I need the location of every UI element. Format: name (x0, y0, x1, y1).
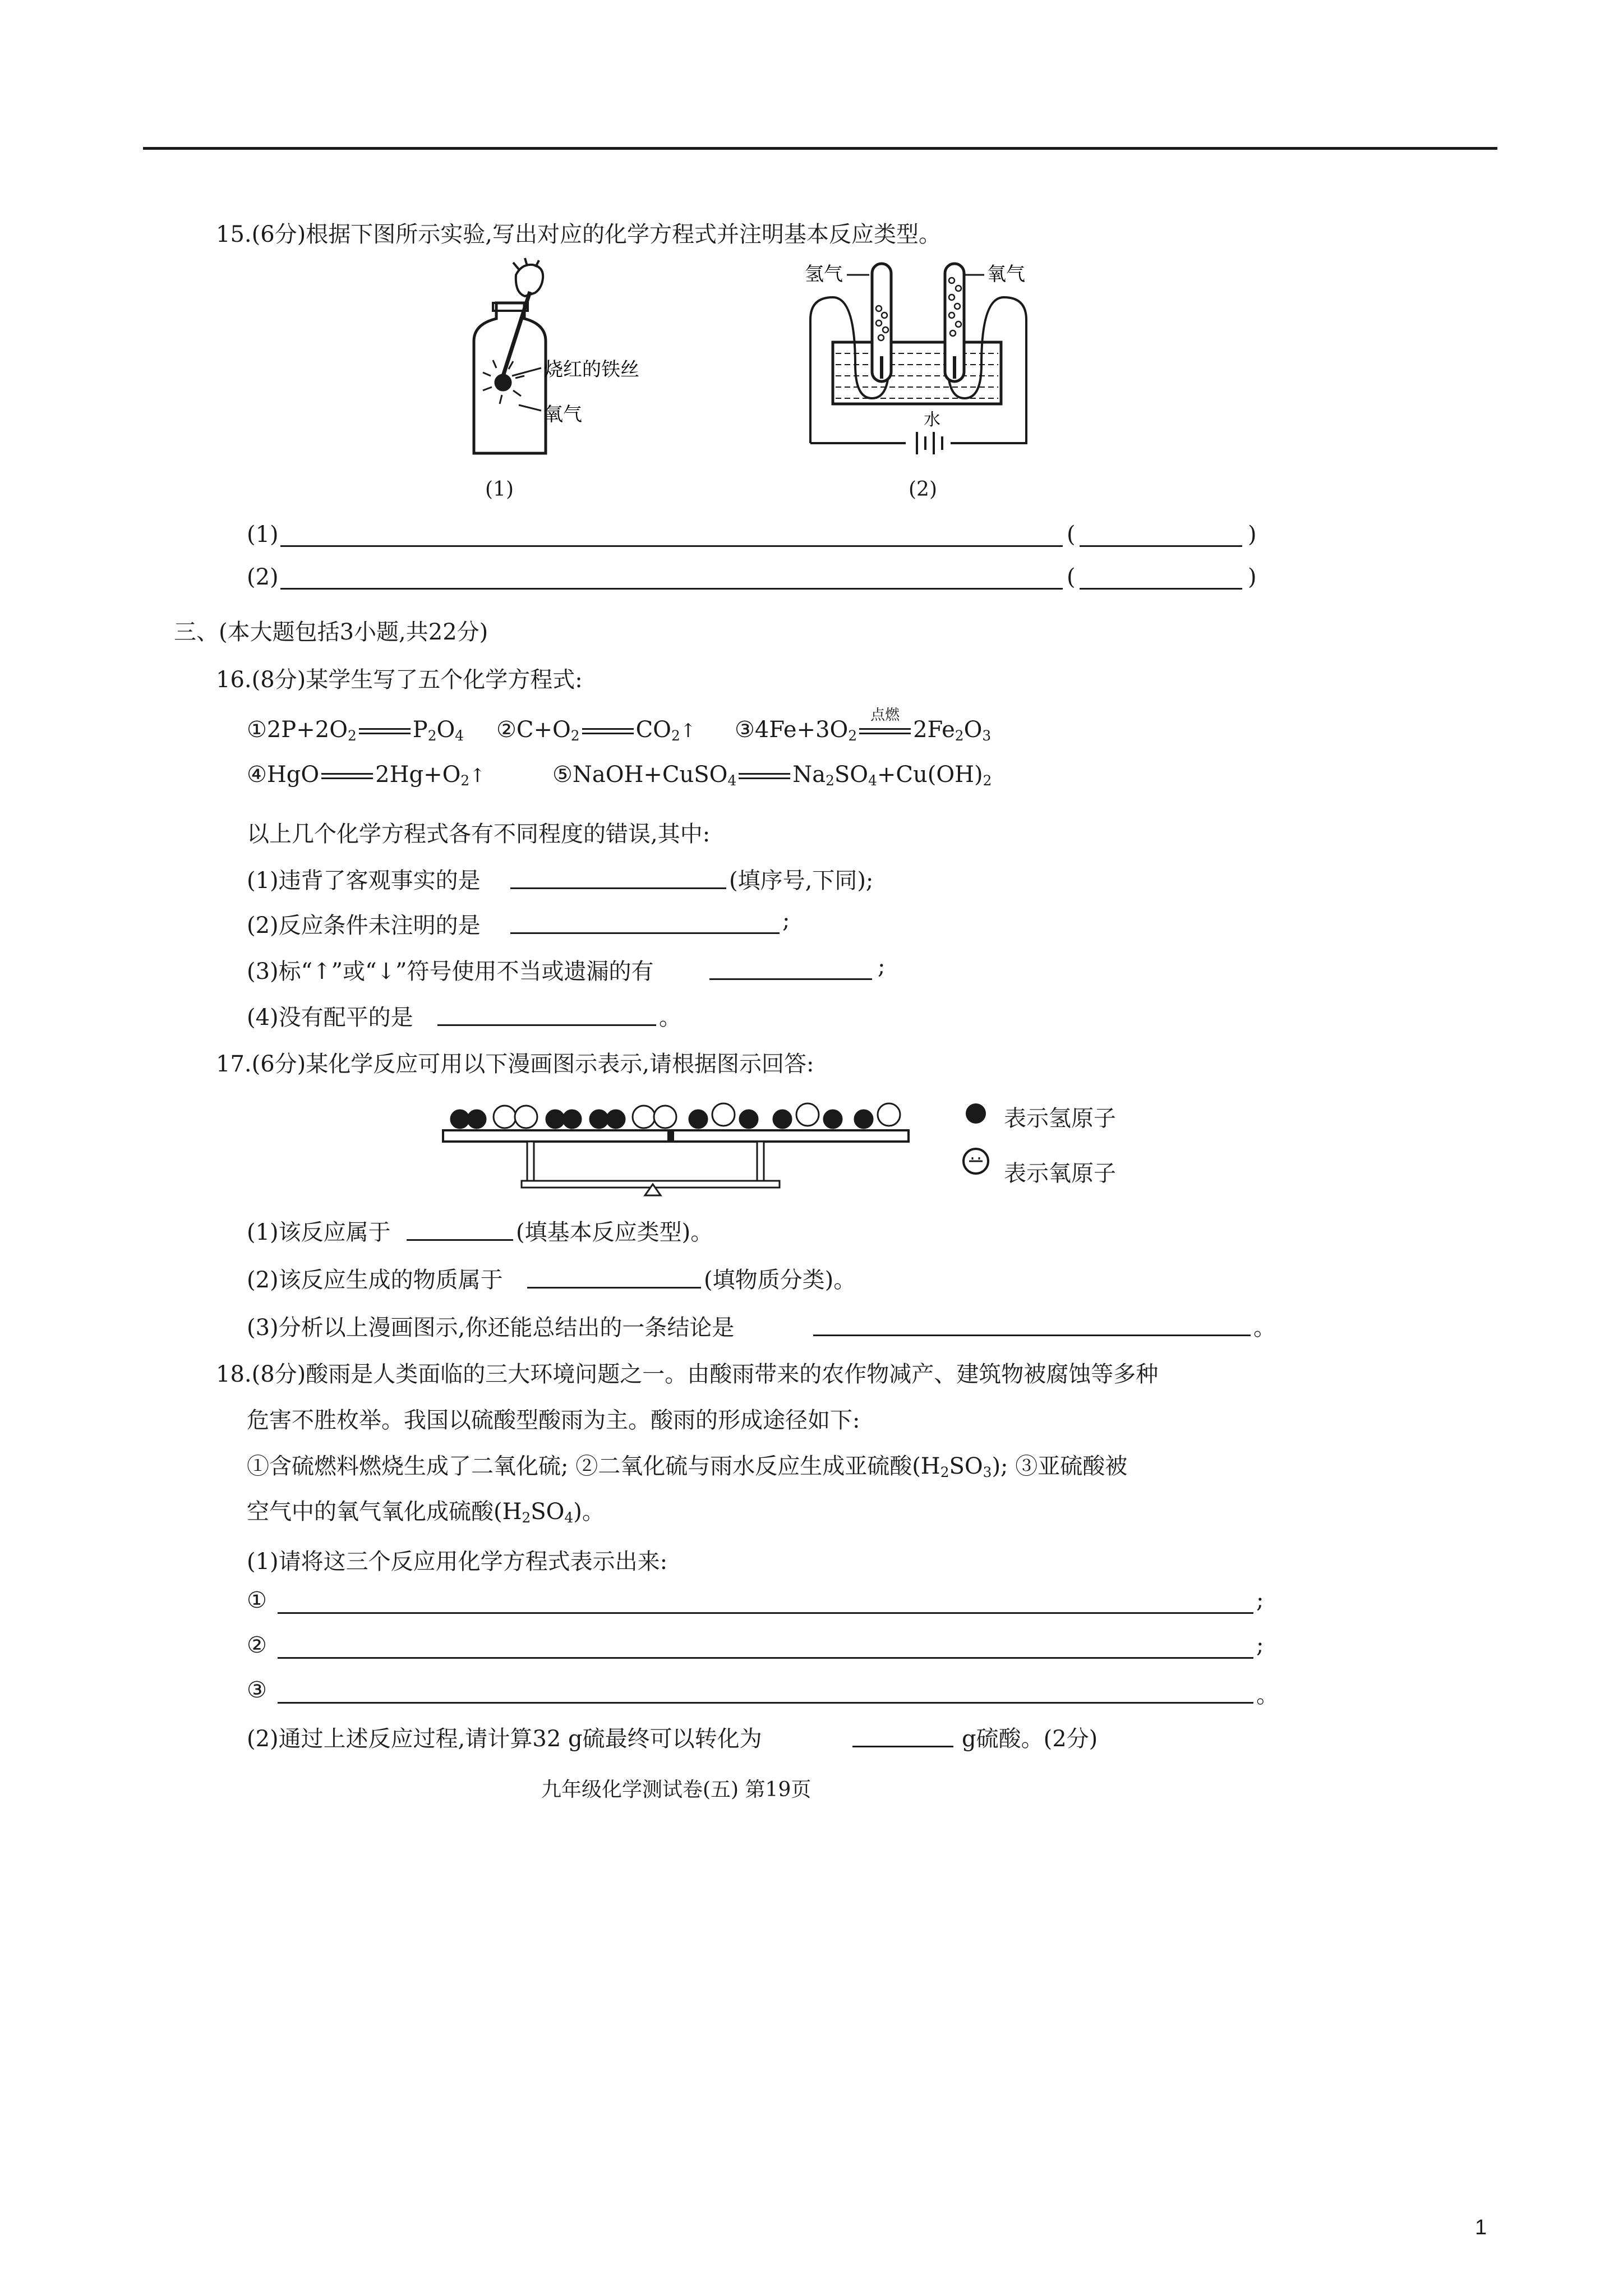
q15-type-blank-1[interactable] (1080, 545, 1242, 547)
q16-part4-blank[interactable] (437, 1024, 656, 1026)
figure-water-electrolysis (805, 258, 1063, 460)
q18-circle-2: ② (247, 1632, 267, 1658)
q16-equation-5: ⑤NaOH+CuSO$_4$ $Na_2SO_4+Cu(OH)_2$ (552, 762, 992, 789)
q17-part2-blank[interactable] (527, 1287, 701, 1289)
q15-answer-blank-1[interactable] (280, 545, 1063, 547)
top-rule (143, 147, 1497, 150)
q18-line-2: 危害不胜枚举。我国以硫酸型酸雨为主。酸雨的形成途径如下: (247, 1407, 860, 1433)
q18-part2-text: (2)通过上述反应过程,请计算32 g硫最终可以转化为 (247, 1726, 762, 1752)
q16-part1-text: (1)违背了客观事实的是 (247, 868, 481, 894)
q18-line-4: 空气中的氧气氧化成硫酸$(H_2SO_4)$。 (247, 1499, 605, 1526)
q15-blank2-prefix: (2) (247, 564, 279, 590)
q16-stem: 16.(8分)某学生写了五个化学方程式: (216, 667, 583, 693)
q17-part2-suffix: (填物质分类)。 (704, 1267, 856, 1293)
q15-blank1-prefix: (1) (247, 522, 279, 547)
q18-part2-suffix: g硫酸。(2分) (962, 1726, 1098, 1752)
q17-part3-blank[interactable] (813, 1335, 1251, 1336)
q18-end-3: 。 (1256, 1682, 1279, 1708)
q16-part3-blank[interactable] (709, 978, 872, 980)
q17-part3-text: (3)分析以上漫画图示,你还能总结出的一条结论是 (247, 1315, 735, 1341)
fig2-caption: (2) (909, 478, 937, 501)
q16-part1-suffix: (填序号,下同); (729, 868, 874, 894)
fig2-label-right: 氧气 (987, 263, 1025, 286)
fig1-label-wire: 烧红的铁丝 (544, 358, 639, 381)
q16-equation-3: $③4Fe+3O_2$ 点燃 $2Fe_2O_3$ (735, 717, 991, 744)
q17-part1-suffix: (填基本反应类型)。 (516, 1220, 713, 1245)
q16-eq3-condition: 点燃 (870, 707, 900, 724)
fig1-caption: (1) (485, 478, 514, 501)
q15-answer-blank-2[interactable] (280, 588, 1063, 590)
q15-paren-open-2: ( (1067, 564, 1076, 590)
q18-equation-blank-1[interactable] (278, 1612, 1253, 1614)
q18-end-1: ; (1256, 1588, 1264, 1613)
q18-end-2: ; (1256, 1632, 1264, 1658)
q16-part2-suffix: ; (782, 908, 790, 933)
q17-legend-hydrogen: 表示氢原子 (1004, 1106, 1116, 1131)
q18-part2-blank[interactable] (852, 1746, 953, 1747)
figure-reaction-balance (443, 1091, 1060, 1198)
fig2-label-water: 水 (924, 410, 940, 430)
q17-part1-blank[interactable] (407, 1239, 513, 1241)
q17-legend-oxygen: 表示氧原子 (1004, 1161, 1116, 1186)
q16-part2-blank[interactable] (510, 932, 780, 934)
q15-stem: 15.(6分)根据下图所示实验,写出对应的化学方程式并注明基本反应类型。 (216, 222, 941, 247)
q15-paren-open-1: ( (1067, 522, 1076, 547)
q15-paren-close-2: ) (1248, 564, 1257, 590)
q16-part2-text: (2)反应条件未注明的是 (247, 913, 481, 938)
q17-part1-text: (1)该反应属于 (247, 1220, 391, 1245)
q18-line-1: 18.(8分)酸雨是人类面临的三大环境问题之一。由酸雨带来的农作物减产、建筑物被腐蚀等多种 (216, 1361, 1159, 1387)
q16-equation-2: $②C+O_2$ $CO_2↑$ (496, 717, 697, 744)
q16-part3-text: (3)标“↑”或“↓”符号使用不当或遗漏的有 (247, 959, 654, 984)
q17-stem: 17.(6分)某化学反应可用以下漫画图示表示,请根据图示回答: (216, 1051, 814, 1077)
q16-equation-4: ④HgO $2Hg+O_2↑$ (247, 762, 486, 789)
fig1-label-gas: 氧气 (544, 403, 582, 426)
q18-part1-text: (1)请将这三个反应用化学方程式表示出来: (247, 1549, 668, 1575)
q16-equation-1: $①2P+2O_2$ $P_2O_4$ (247, 717, 464, 744)
q15-paren-close-1: ) (1248, 522, 1257, 547)
q18-line-3: ①含硫燃料燃烧生成了二氧化硫; ②二氧化硫与雨水反应生成亚硫酸$(H_2SO_3)$; ③亚硫酸被 (247, 1453, 1128, 1481)
page-number: 1 (1475, 2216, 1487, 2239)
q17-part3-suffix: 。 (1253, 1315, 1276, 1341)
q16-part1-blank[interactable] (510, 887, 726, 889)
fig2-label-left: 氢气 (805, 263, 843, 286)
figure-iron-combustion (457, 258, 704, 460)
q16-part3-suffix: ; (878, 954, 886, 979)
q18-circle-1: ① (247, 1588, 267, 1613)
q17-part2-text: (2)该反应生成的物质属于 (247, 1267, 503, 1293)
q18-equation-blank-3[interactable] (278, 1702, 1253, 1704)
q18-circle-3: ③ (247, 1677, 267, 1703)
page-footer: 九年级化学测试卷(五) 第19页 (541, 1778, 811, 1801)
q16-part4-text: (4)没有配平的是 (247, 1005, 413, 1030)
q16-intro: 以上几个化学方程式各有不同程度的错误,其中: (247, 821, 711, 847)
q16-part4-suffix: 。 (659, 1005, 681, 1030)
q18-equation-blank-2[interactable] (278, 1657, 1253, 1659)
section3-title: 三、(本大题包括3小题,共22分) (174, 619, 488, 645)
q15-type-blank-2[interactable] (1080, 588, 1242, 590)
